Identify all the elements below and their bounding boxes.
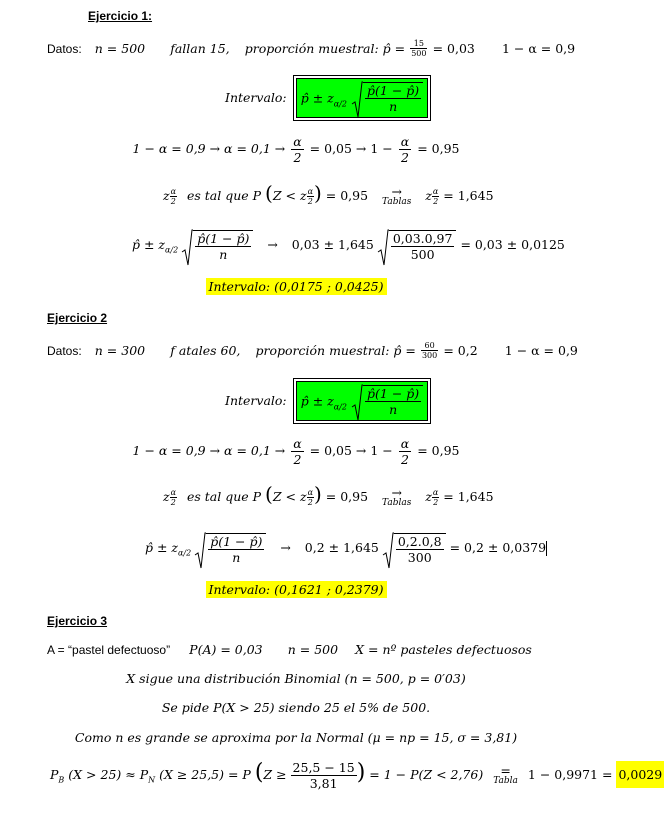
ex3-binomial-line: X sigue una distribución Binomial (n = 500, p = 0′03) [126,671,466,686]
exercise-2-title: Ejercicio 2 [47,311,108,325]
exercise-1-title: Ejercicio 1: [88,9,153,23]
exercise-3-title: Ejercicio 3 [47,614,108,628]
fallan-value: fallan 15, [170,41,230,56]
ex2-alpha-line: 1 − α = 0,9 → α = 0,1 → $\frac{\alpha}{2}$ = 0,05 → 1 − $\frac{\alpha}{2}$ = 0,95 [132,436,460,467]
ex3-answer-highlight: 0,0029 [616,761,664,788]
ex2-interval-formula: Intervalo: p̂ ± $z_{\alpha/2}$ $\frac{p̂(1 - p̂)}{n}$ [225,374,428,426]
ex2-result [0,580,592,600]
interval-formula-box: p̂ ± $z_{\alpha/2}$ $\frac{p̂(1 - p̂)}{n}$ [296,78,428,118]
ex1-z-line: z $\frac{\alpha}{2}$ es tal que P (Z < z $\frac{\alpha}{2}$ ) = 0,95 → Tablas z $\frac{\alpha}{2}$ = 1,645 [163,181,494,207]
sqrt-icon [352,82,363,118]
datos-label: Datos: [47,42,82,56]
proportion-fraction: $\frac{15}{500}$ [411,39,427,58]
ex1-calculation-line: p̂ ± $z_{\alpha/2}$ $\frac{p̂(1 - p̂)}{n}$ → 0,03 ± 1,645 $\frac{0,03.0,97}{500}$ = 0,03 ± 0,0125 [132,222,565,268]
text-cursor [546,541,547,556]
proportion-label: proporción muestral: p̂ = [244,41,406,56]
ex2-calculation-line: p̂ ± $z_{\alpha/2}$ $\frac{p̂(1 - p̂)}{n}$ → 0,2 ± 1,645 $\frac{0,2.0,8}{300}$ = 0,2 ± 0,0379 [145,525,547,571]
ex3-normal-approx-line: Como n es grande se aproxima por la Normal (μ = np = 15, σ = 3,81) [74,730,518,745]
ex2-z-line: z $\frac{\alpha}{2}$ es tal que P (Z < z $\frac{\alpha}{2}$ ) = 0,95 → Tablas z $\frac{\alpha}{2}$ = 1,645 [163,482,494,508]
ex1-result-highlight: Intervalo: (0,0175 ; 0,0425) [206,278,387,295]
sqrt-icon [383,533,394,569]
ex2-datos-line: Datos: n = 300 f atales 60, proporción muestral: p̂ = $\frac{60}{300}$ = 0,2 1 − α = 0,9 [47,341,578,360]
confidence-level: 1 − α = 0,9 [501,41,576,56]
ex3-final-line: $P_B$ $(X > 25) \approx P_N$ (X ≥ 25,5) = P (Z ≥ $\frac{25,5 - 15}{3,81}$ ) = 1 − P(Z < 2,76) = Tabla 1 − 0,9971 = 0,0029 [50,760,663,791]
ex1-result [0,277,592,297]
ex3-definitions-line: A = “pastel defectuoso” P(A) = 0,03 n = 500 X = nº pasteles defectuosos [47,642,532,657]
sqrt-icon [378,230,389,266]
interval-label: Intervalo: [225,90,287,105]
ex1-datos-line [47,37,575,59]
ex3-request-line: Se pide P(X > 25) siendo 25 el 5% de 500. [161,700,431,715]
sqrt-icon [352,385,363,421]
interval-formula-box: p̂ ± $z_{\alpha/2}$ $\frac{p̂(1 - p̂)}{n}$ [296,381,428,421]
n-value: n = 500 [94,41,146,56]
ex1-interval-formula [225,71,428,123]
sqrt-icon [195,533,206,569]
ex1-alpha-line: 1 − α = 0,9 → α = 0,1 → $\frac{\alpha}{2}$ = 0,05 → 1 − $\frac{\alpha}{2}$ = 0,95 [132,134,460,165]
ex2-result-highlight: Intervalo: (0,1621 ; 0,2379) [206,581,387,598]
sqrt-icon [182,230,193,266]
proportion-value: = 0,03 [432,41,475,56]
